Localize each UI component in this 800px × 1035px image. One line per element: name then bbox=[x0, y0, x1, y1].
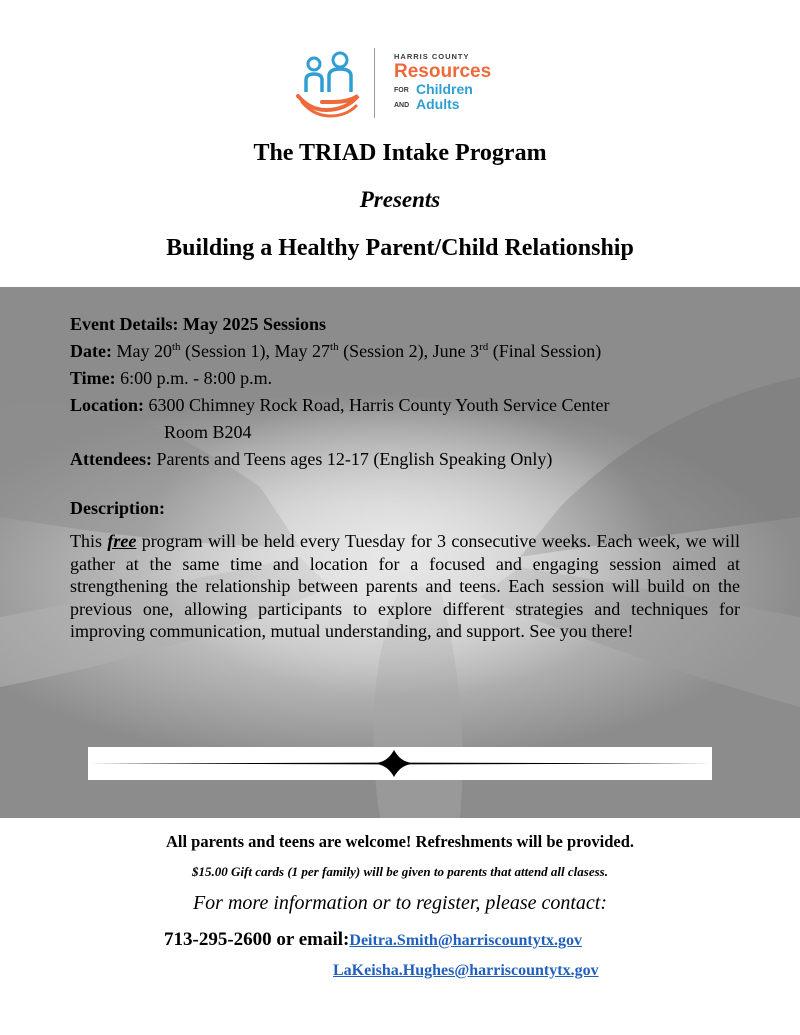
description-text: This free program will be held every Tuesday for 3 consecutive weeks. Each week, we will gather at the same time and location for a focused and engaging session aimed at strengthening the relationship between parents and teens. Each session will build on the previous one, allowing participants to explore different strategies and techniques for improving communication, mutual understanding, and support. See you there! bbox=[70, 531, 740, 641]
logo-for: FOR bbox=[394, 87, 409, 94]
family-hands-logo-icon bbox=[296, 50, 360, 118]
logo-children: Children bbox=[416, 81, 473, 97]
logo-resources: Resources bbox=[394, 61, 492, 82]
presents-heading: Presents bbox=[359, 187, 441, 212]
logo-county: HARRIS COUNTY bbox=[394, 52, 470, 61]
date-line: Date: May 20th (Session 1), May 27th (Session 2), June 3rd (Final Session) bbox=[70, 341, 602, 361]
email-link-lakeisha[interactable]: LaKeisha.Hughes@harriscountytx.gov bbox=[333, 962, 599, 979]
location-label: Location: bbox=[70, 395, 144, 415]
logo-wordmark bbox=[394, 46, 491, 112]
decorative-divider bbox=[88, 747, 712, 780]
attendees-value: Parents and Teens ages 12-17 (English Speaking Only) bbox=[151, 449, 553, 469]
email-link-deitra[interactable]: Deitra.Smith@harriscountytx.gov bbox=[349, 932, 583, 949]
contact-line bbox=[164, 929, 582, 951]
time-value: 6:00 p.m. - 8:00 p.m. bbox=[115, 368, 273, 388]
logo-divider bbox=[374, 48, 375, 118]
time-line bbox=[70, 365, 740, 392]
location-line bbox=[70, 392, 740, 419]
phone-number: 713-295-2600 or email: bbox=[164, 929, 350, 950]
free-emphasis: free bbox=[107, 531, 137, 551]
location-room: Room B204 bbox=[164, 422, 252, 442]
flourish-divider-icon bbox=[88, 747, 712, 780]
logo-and: AND bbox=[394, 102, 410, 109]
location-value: 6300 Chimney Rock Road, Harris County Youth Service Center bbox=[144, 395, 610, 415]
contact-line-2 bbox=[333, 962, 599, 980]
attendees-line bbox=[70, 446, 740, 473]
gift-card-note: $15.00 Gift cards (1 per family) will be given to parents that attend all clasess. bbox=[192, 864, 608, 879]
description-heading: Description: bbox=[70, 498, 165, 518]
event-details bbox=[70, 311, 740, 643]
organization-logo bbox=[296, 46, 511, 122]
logo-adults: Adults bbox=[416, 96, 460, 112]
program-title: The TRIAD Intake Program bbox=[253, 140, 547, 166]
contact-prompt: For more information or to register, please contact: bbox=[192, 892, 608, 914]
event-details-heading: Event Details: May 2025 Sessions bbox=[70, 314, 326, 334]
event-title: Building a Healthy Parent/Child Relationship bbox=[166, 235, 634, 261]
welcome-note: All parents and teens are welcome! Refreshments will be provided. bbox=[165, 832, 635, 851]
hands-photo-band bbox=[0, 287, 800, 818]
date-label: Date: bbox=[70, 341, 112, 361]
attendees-label: Attendees: bbox=[70, 449, 152, 469]
time-label: Time: bbox=[70, 368, 116, 388]
